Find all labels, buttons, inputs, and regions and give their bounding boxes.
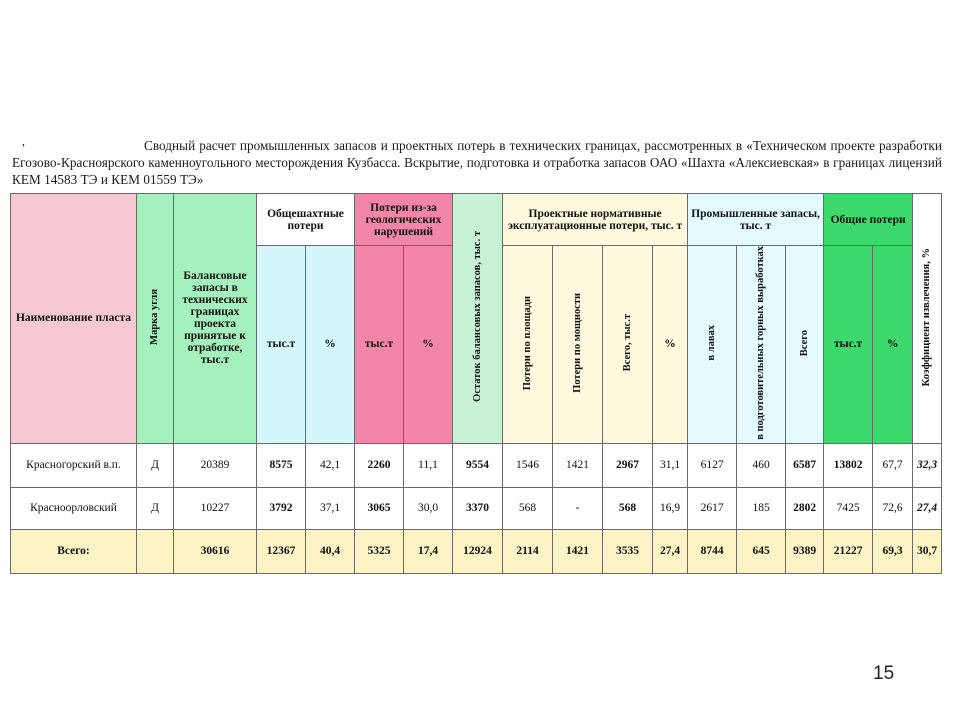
scan-mark: , [22,134,26,148]
cell-tot-pct: 67,7 [873,443,913,487]
table-row [11,443,942,487]
header-normative: Проектные нормативные эксплуатационные потери, тыс. т [503,194,688,246]
subheader-mine-pct: % [306,246,355,444]
cell-balance: 20389 [174,443,257,487]
cell-name: Красноорловский [11,487,137,529]
total-label: Всего: [11,529,137,573]
cell-norm-pct: 31,1 [653,443,688,487]
total-balance: 30616 [174,529,257,573]
cell-norm-total: 568 [603,487,653,529]
cell-norm-pct: 16,9 [653,487,688,529]
subheader-tot-kt: тыс.т [824,246,873,444]
header-extraction [913,194,942,444]
header-remainder-label: Остаток балансовых запасов, тыс. т [471,231,483,403]
total-ind-total: 9389 [786,529,824,573]
total-norm-pct: 27,4 [653,529,688,573]
header-industrial: Промышленные запасы, тыс. т [688,194,824,246]
cell-in-prep: 185 [737,487,786,529]
total-row [11,529,942,573]
subheader-thickness-label: Потери по мощности [571,292,583,393]
cell-mine-kt: 3792 [257,487,306,529]
total-geo-pct: 17,4 [404,529,453,573]
subheader-thickness [553,246,603,444]
total-area: 2114 [503,529,553,573]
cell-grade: Д [137,487,174,529]
cell-mine-pct: 37,1 [306,487,355,529]
table-row [11,487,942,529]
cell-geo-pct: 11,1 [404,443,453,487]
header-total-losses: Общие потери [824,194,913,246]
total-tot-pct: 69,3 [873,529,913,573]
cell-in-faces: 6127 [688,443,737,487]
subheader-ind-total-label: Всего [798,329,810,356]
cell-area: 1546 [503,443,553,487]
subheader-in-prep-label: в подготовительных горных выработках [755,246,767,440]
cell-thickness: 1421 [553,443,603,487]
cell-geo-pct: 30,0 [404,487,453,529]
reserves-table [10,193,942,574]
cell-in-prep: 460 [737,443,786,487]
cell-extraction: 27,4 [913,487,942,529]
cell-area: 568 [503,487,553,529]
header-geo-losses: Потери из-за геологических нарушений [355,194,453,246]
total-extraction: 30,7 [913,529,942,573]
header-row-1 [11,194,942,246]
subheader-geo-pct: % [404,246,453,444]
subheader-area [503,246,553,444]
total-mine-kt: 12367 [257,529,306,573]
header-name: Наименование пласта [11,194,137,444]
total-thickness: 1421 [553,529,603,573]
cell-grade: Д [137,443,174,487]
subheader-in-faces-label: в лавах [706,325,718,361]
cell-tot-pct: 72,6 [873,487,913,529]
cell-mine-pct: 42,1 [306,443,355,487]
total-remainder: 12924 [453,529,503,573]
cell-ind-total: 6587 [786,443,824,487]
cell-extraction: 32,3 [913,443,942,487]
cell-thickness: - [553,487,603,529]
total-in-faces: 8744 [688,529,737,573]
subheader-area-label: Потери по площади [521,295,533,390]
cell-geo-kt: 3065 [355,487,404,529]
header-balance: Балансовые запасы в технических границах проекта принятые к отработке, тыс.т [174,194,257,444]
total-tot-kt: 21227 [824,529,873,573]
subheader-geo-kt: тыс.т [355,246,404,444]
header-remainder [453,194,503,444]
cell-norm-total: 2967 [603,443,653,487]
cell-remainder: 3370 [453,487,503,529]
subheader-ind-total [786,246,824,444]
total-in-prep: 645 [737,529,786,573]
subheader-norm-pct: % [653,246,688,444]
cell-ind-total: 2802 [786,487,824,529]
cell-name: Красногорский в.п. [11,443,137,487]
subheader-mine-kt: тыс.т [257,246,306,444]
cell-geo-kt: 2260 [355,443,404,487]
header-mine-losses: Общешахтные потери [257,194,355,246]
cell-balance: 10227 [174,487,257,529]
header-extraction-label: Коэффициент извлечения, % [921,247,933,387]
header-grade-label: Марка угля [149,288,160,345]
cell-mine-kt: 8575 [257,443,306,487]
subheader-tot-pct: % [873,246,913,444]
document-title-text: Сводный расчет промышленных запасов и проектных потерь в технических границах, рассмотренных в «Техническом проекте разработки Егозово-Красноярского каменноугольного месторождения Кузбасса. Вскрытие, подготовка и отработка запасов ОАО «Шахта «Алексиевская» в границах лицензий КЕМ 14583 ТЭ и КЕМ 01559 ТЭ» [12,138,942,187]
total-geo-kt: 5325 [355,529,404,573]
subheader-norm-total [603,246,653,444]
total-grade [137,529,174,573]
cell-in-faces: 2617 [688,487,737,529]
cell-tot-kt: 7425 [824,487,873,529]
subheader-in-faces [688,246,737,444]
total-mine-pct: 40,4 [306,529,355,573]
subheader-in-prep [737,246,786,444]
total-norm-total: 3535 [603,529,653,573]
page-number: 15 [873,663,895,684]
document-title [12,134,942,188]
cell-tot-kt: 13802 [824,443,873,487]
header-grade [137,194,174,444]
subheader-norm-total-label: Всего, тыс.т [621,314,633,372]
cell-remainder: 9554 [453,443,503,487]
